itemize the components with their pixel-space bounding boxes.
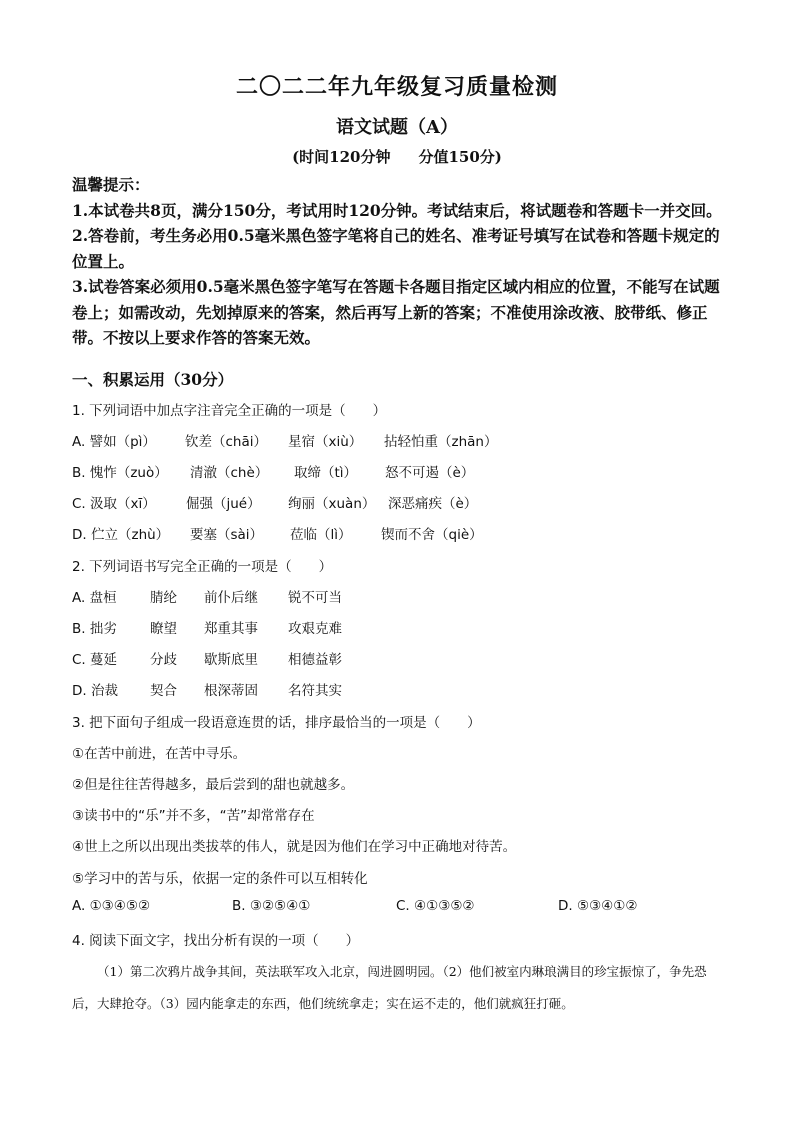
option-word: 清澈（chè） [190, 465, 269, 481]
option-word: 前仆后继 [204, 590, 258, 606]
option-word: 腈纶 [150, 590, 177, 606]
option-label: D. ⑤③④①② [558, 898, 638, 914]
option-label: A. 盘桓 [72, 590, 117, 606]
reading-passage: （1）第二次鸦片战争其间，英法联军攻入北京，闯进圆明园。（2）他们被室内琳琅满目的珍宝振惊了，争先恐后，大肆抢夺。（3）园内能拿走的东西，他们统统拿走；实在运不走的，他们就疯狂打砸。 [72, 964, 707, 1011]
option-label: B. ③②⑤④① [232, 898, 311, 914]
option-word: 要塞（sài） [190, 527, 264, 543]
exam-time-score [0, 146, 794, 167]
option-word: 分歧 [150, 652, 177, 668]
option-label: C. 汲取（xī） [72, 496, 156, 512]
notice-item: 2.答卷前，考生务必用0.5毫米黑色签字笔将自己的姓名、准考证号填写在试卷和答题卡规定的位置上。 [72, 226, 720, 271]
option-word: 莅临（lì） [290, 527, 352, 543]
question-stem: 1. 下列词语中加点字注音完全正确的一项是（ ） [72, 403, 387, 419]
option-word: 深恶痛疾（è） [388, 496, 478, 512]
option-word: 拈轻怕重（zhān） [384, 434, 498, 450]
sentence: ②但是往往苦得越多，最后尝到的甜也就越多。 [72, 777, 355, 793]
option-word: 锲而不舍（qiè） [381, 527, 483, 543]
sentence: ④世上之所以出现出类拔萃的伟人，就是因为他们在学习中正确地对待苦。 [72, 839, 517, 855]
notice-heading: 温馨提示： [72, 175, 150, 194]
option-word: 名符其实 [288, 683, 342, 699]
section-title: 一、积累运用（30分） [72, 370, 234, 389]
option-label: C. 蔓延 [72, 652, 118, 668]
option-label: B. 愧怍（zuò） [72, 465, 168, 481]
option-label: D. 伫立（zhù） [72, 527, 170, 543]
exam-title: 二〇二二年九年级复习质量检测 [235, 74, 558, 100]
option-word: 根深蒂固 [204, 683, 258, 699]
notice-item: 1.本试卷共8页，满分150分，考试用时120分钟。考试结束后，将试题卷和答题卡一并交回。 [72, 200, 722, 220]
question-stem: 2. 下列词语书写完全正确的一项是（ ） [72, 559, 333, 575]
notice-item: 3.试卷答案必须用0.5毫米黑色签字笔写在答题卡各题目指定区域内相应的位置，不能写在试题卷上；如需改动，先划掉原来的答案，然后再写上新的答案；不准使用涂改液、胶带纸、修正带。不按以上要求作答的答案无效。 [72, 277, 720, 347]
question-stem: 4. 阅读下面文字，找出分析有误的一项（ ） [72, 933, 360, 949]
time-label: (时间120分钟 [292, 148, 391, 166]
option-word: 郑重其事 [204, 621, 258, 637]
question-stem: 3. 把下面句子组成一段语意连贯的话，排序最恰当的一项是（ ） [72, 715, 481, 731]
score-label: 分值150分) [418, 148, 502, 166]
sentence: ③读书中的“乐”并不多，“苦”却常常存在 [72, 808, 315, 824]
option-word: 绚丽（xuàn） [288, 496, 376, 512]
option-word: 倔强（jué） [186, 496, 261, 512]
option-word: 契合 [150, 683, 177, 699]
option-word: 锐不可当 [288, 590, 342, 606]
option-label: B. 拙劣 [72, 621, 117, 637]
option-word: 怒不可遏（è） [385, 465, 475, 481]
option-word: 钦差（chāi） [185, 434, 268, 450]
option-word: 星宿（xiù） [288, 434, 363, 450]
option-label: D. 治裁 [72, 683, 118, 699]
notice [72, 172, 727, 351]
option-word: 取缔（tì） [294, 465, 358, 481]
option-word: 瞭望 [150, 621, 177, 637]
sentence: ①在苦中前进，在苦中寻乐。 [72, 746, 247, 762]
option-word: 相德益彰 [288, 652, 342, 668]
option-word: 歇斯底里 [204, 652, 258, 668]
option-word: 攻艰克难 [288, 621, 342, 637]
subject-title: 语文试题（A） [336, 117, 458, 138]
option-label: C. ④①③⑤② [396, 898, 475, 914]
option-label: A. ①③④⑤② [72, 898, 151, 914]
sentence: ⑤学习中的苦与乐，依据一定的条件可以互相转化 [72, 871, 368, 887]
option-label: A. 譬如（pì） [72, 434, 156, 450]
